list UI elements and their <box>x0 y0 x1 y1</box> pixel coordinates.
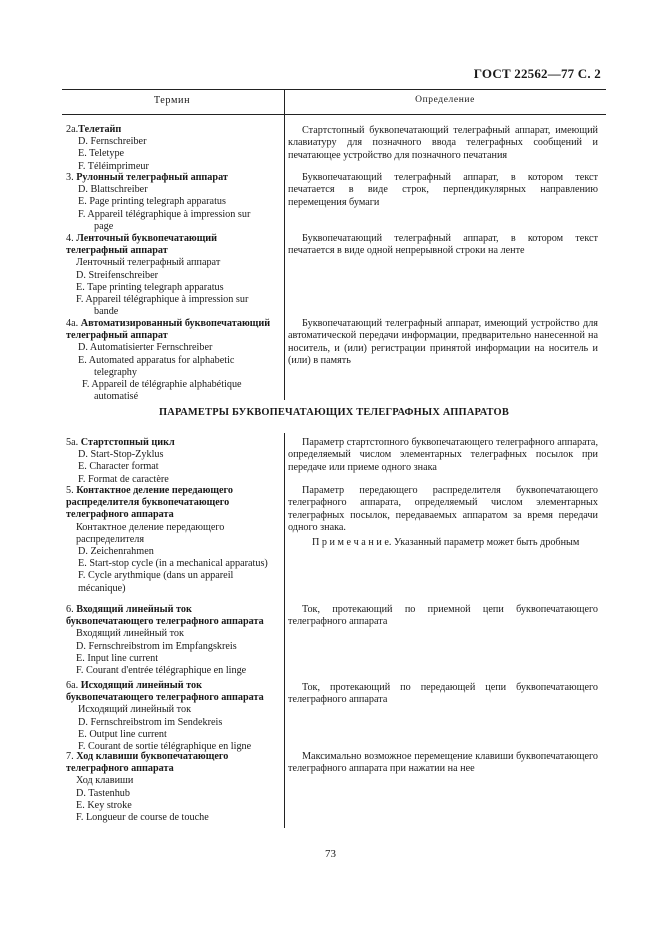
column-divider <box>284 433 285 828</box>
term-entry: 2а.Телетайп D. Fernschreiber E. Teletype F. Téléimprimeur <box>66 124 149 172</box>
term-heading: Исходящий линейный ток буквопечатающего телеграфного аппарата <box>66 680 264 704</box>
term-heading: Контактное деление передающего распределителя буквопечатающего телеграфного аппарата <box>66 485 233 521</box>
term-heading: Стартстопный цикл <box>80 437 175 448</box>
column-header-definition: Определение <box>415 95 475 105</box>
term-entry: 5. Контактное деление передающего распределителя буквопечатающего телеграфного аппарата Контактное деление передающего распределителя D. Zeichenrahmen E. Start-stop cycle (in a mechanical apparatus) F. Cycle arythmique (dans un appareil mécanique) <box>66 485 268 594</box>
term-note: П р и м е ч а н и е. Указанный параметр может быть дробным <box>312 537 580 548</box>
section-title: ПАРАМЕТРЫ БУКВОПЕЧАТАЮЩИХ ТЕЛЕГРАФНЫХ АППАРАТОВ <box>159 407 509 418</box>
term-entry: 6а. Исходящий линейный ток буквопечатающего телеграфного аппарата Исходящий линейный ток D. Fernschreibstrom im Sendekreis E. Output line current F. Courant de sortie télégraphique en ligne <box>66 680 264 753</box>
term-definition: Максимально возможное перемещение клавиши буквопечатающего телеграфного аппарата при нажатии на нее <box>288 751 598 775</box>
term-definition: Стартстопный буквопечатающий телеграфный аппарат, имеющий клавиатуру для позначного ввода телеграфных сообщений и печатающее устройство для позначного печатания <box>288 125 598 161</box>
term-definition: Буквопечатающий телеграфный аппарат, в котором текст печатается в виде одной непрерывной строки на ленте <box>288 233 598 257</box>
document-header: ГОСТ 22562—77 С. 2 <box>473 66 601 81</box>
page-number: 73 <box>325 848 336 860</box>
term-definition: Параметр передающего распределителя буквопечатающего телеграфного аппарата, определяемый числом элементарных телеграфных посылок, передаваемых аппаратом за время передачи одного знака. <box>288 485 598 534</box>
term-heading: Ход клавиши буквопечатающего телеграфного аппарата <box>66 751 229 775</box>
table-header <box>62 89 606 115</box>
column-header-term: Термин <box>153 95 191 106</box>
term-definition: Буквопечатающий телеграфный аппарат, имеющий устройство для автоматической передачи информации, предварительно нанесенной на носитель, и (или) регистрации принятой информации на носитель и (или) в память <box>288 318 598 367</box>
column-divider <box>284 89 285 400</box>
term-definition: Буквопечатающий телеграфный аппарат, в котором текст печатается в виде строк, перпендикулярных направлению перемещения бумаги <box>288 172 598 208</box>
term-heading: Автоматизированный буквопечатающий телеграфный аппарат <box>66 318 271 342</box>
term-entry: 6. Входящий линейный ток буквопечатающего телеграфного аппарата Входящий линейный ток D. Fernschreibstrom im Empfangskreis E. Input line current F. Courant d'entrée télégraphique en linge <box>66 604 264 677</box>
term-definition: Ток, протекающий по приемной цепи буквопечатающего телеграфного аппарата <box>288 604 598 628</box>
term-heading: Ленточный буквопечатающий телеграфный аппарат <box>66 233 218 257</box>
term-entry: 7. Ход клавиши буквопечатающего телеграфного аппарата Ход клавиши D. Tastenhub E. Key stroke F. Longueur de course de touche <box>66 751 229 824</box>
term-entry: 3. Рулонный телеграфный аппарат D. Blattschreiber E. Page printing telegraph apparatus F. Appareil télégraphique à impression sur page <box>66 172 251 232</box>
term-entry: 4а. Автоматизированный буквопечатающий телеграфный аппарат D. Automatisierter Fernschreiber E. Automated apparatus for alphabetic telegraphy F. Appareil de télégraphie alphabétique automatisé <box>66 318 271 403</box>
term-definition: Параметр стартстопного буквопечатающего телеграфного аппарата, определяемый числом элементарных телеграфных посылок при передаче или приеме одного знака <box>288 437 598 473</box>
term-heading: Входящий линейный ток буквопечатающего телеграфного аппарата <box>66 604 264 628</box>
term-entry: 4. Ленточный буквопечатающий телеграфный аппарат Ленточный телеграфный аппарат D. Streifenschreiber E. Tape printing telegraph apparatus F. Appareil télégraphique à impression sur bande <box>66 233 249 318</box>
term-entry: 5а. Стартстопный цикл D. Start-Stop-Zyklus E. Character format F. Format de caractère <box>66 437 175 485</box>
term-definition: Ток, протекающий по передающей цепи буквопечатающего телеграфного аппарата <box>288 682 598 706</box>
term-heading: Телетайп <box>78 124 122 135</box>
term-heading: Рулонный телеграфный аппарат <box>76 172 228 183</box>
